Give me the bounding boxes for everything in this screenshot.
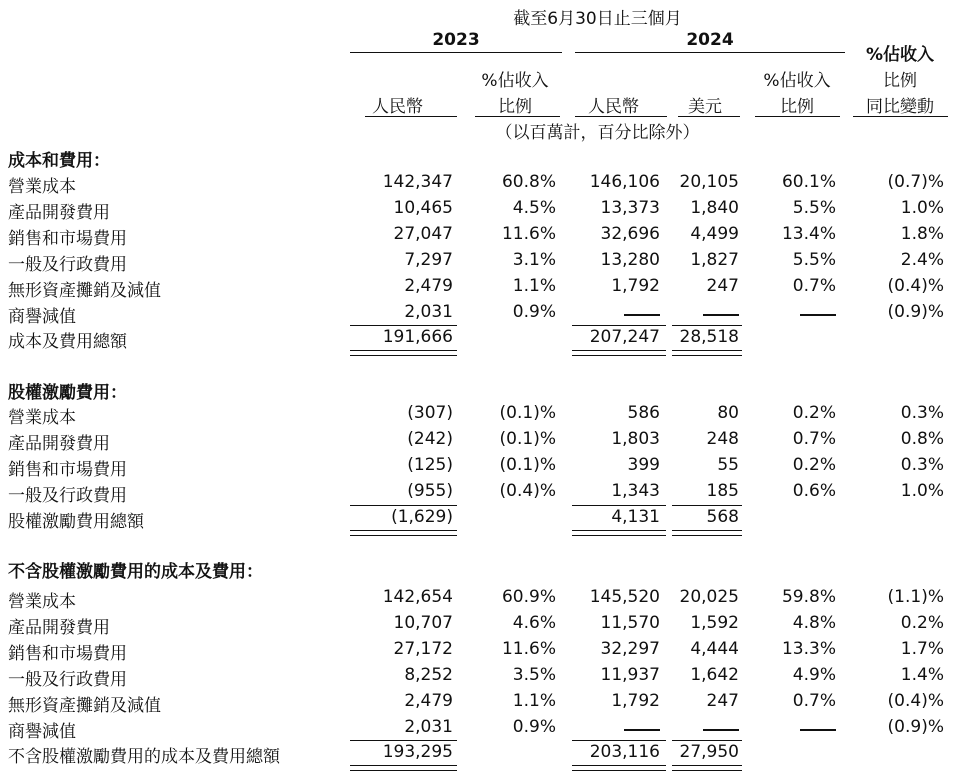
cell-rmb2024-dash xyxy=(624,717,660,737)
cell-yoy: 0.3% xyxy=(900,454,944,475)
cell-pct2023: 60.9% xyxy=(501,587,556,607)
dash-mark xyxy=(703,729,739,731)
total-double-rule-usd2024 xyxy=(672,350,742,356)
cell-pct2023: 11.6% xyxy=(501,223,556,244)
unit-note: （以百萬計，百分比除外） xyxy=(495,123,700,143)
dash-mark xyxy=(624,729,660,731)
cell-rmb2023: 142,654 xyxy=(382,587,453,607)
cell-usd2024: 185 xyxy=(706,480,739,501)
cell-rmb2024: 145,520 xyxy=(589,587,660,607)
cell-rmb2024: 13,373 xyxy=(600,197,660,218)
cell-pct2023: (0.1)% xyxy=(499,454,556,475)
row-label: 一般及行政費用 xyxy=(8,254,127,275)
total-rule-rmb2023 xyxy=(350,505,457,506)
cell-rmb2023: 142,347 xyxy=(382,172,453,192)
cell-usd2024-dash xyxy=(703,302,739,322)
col-rmb-2023: 人民幣 xyxy=(372,97,423,117)
col-rmb-2024-underline xyxy=(575,116,667,117)
total-rule-usd2024 xyxy=(672,505,742,506)
cell-rmb2023: 2,479 xyxy=(404,275,453,296)
total-rmb2023: (1,629) xyxy=(391,506,453,527)
cell-rmb2024: 32,297 xyxy=(600,638,660,659)
cell-pct2023: 60.8% xyxy=(501,172,556,192)
total-rule-usd2024 xyxy=(672,325,742,326)
row-label: 無形資產攤銷及減值 xyxy=(8,280,161,301)
cell-rmb2023: (125) xyxy=(407,454,453,475)
cell-yoy: 1.0% xyxy=(900,480,944,501)
cell-usd2024: 247 xyxy=(706,275,739,296)
cell-yoy: 0.3% xyxy=(900,403,944,423)
cell-pct2023: 11.6% xyxy=(501,638,556,659)
cell-usd2024: 20,025 xyxy=(679,587,739,607)
cell-usd2024: 247 xyxy=(706,690,739,711)
cell-yoy: 1.8% xyxy=(900,223,944,244)
year-2024-underline xyxy=(575,52,845,53)
cell-rmb2023: 7,297 xyxy=(404,249,453,270)
cell-yoy: 2.4% xyxy=(900,249,944,270)
cell-usd2024: 55 xyxy=(717,454,739,475)
cell-pct2023: 0.9% xyxy=(512,716,556,737)
cell-pct2024: 60.1% xyxy=(781,172,836,192)
total-double-rule-usd2024 xyxy=(672,765,742,771)
row-label: 商譽減值 xyxy=(8,721,76,742)
cell-rmb2024: 32,696 xyxy=(600,223,660,244)
cell-pct2023: 4.6% xyxy=(512,612,556,633)
cell-rmb2024: 11,937 xyxy=(600,664,660,685)
cell-usd2024: 1,840 xyxy=(690,197,739,218)
cell-usd2024: 1,827 xyxy=(690,249,739,270)
year-2023-heading: 2023 xyxy=(432,30,480,50)
total-double-rule-rmb2024 xyxy=(572,530,666,536)
col-yoy-underline xyxy=(853,116,948,117)
cell-rmb2024: 13,280 xyxy=(600,249,660,270)
row-label: 營業成本 xyxy=(8,408,76,428)
cell-pct2023: (0.4)% xyxy=(499,480,556,501)
cell-rmb2023: 10,465 xyxy=(393,197,453,218)
total-rule-usd2024 xyxy=(672,740,742,741)
col-pct-2023-underline xyxy=(475,116,560,117)
cell-pct2023: 1.1% xyxy=(512,690,556,711)
cell-pct2024: 13.3% xyxy=(781,638,836,659)
col-pct-2024-l2: 比例 xyxy=(780,97,814,117)
total-rmb2024: 207,247 xyxy=(589,327,660,348)
total-label: 不含股權激勵費用的成本及費用總額 xyxy=(8,747,280,768)
total-label: 成本及費用總額 xyxy=(8,332,127,353)
cell-rmb2024: 399 xyxy=(627,454,660,475)
year-2024-heading: 2024 xyxy=(686,30,734,50)
cell-pct2023: 1.1% xyxy=(512,275,556,296)
row-label: 產品開發費用 xyxy=(8,617,110,638)
cell-usd2024: 1,642 xyxy=(690,664,739,685)
total-rmb2024: 4,131 xyxy=(611,506,660,527)
cell-yoy: (0.4)% xyxy=(887,690,944,711)
cell-pct2024: 5.5% xyxy=(792,249,836,270)
total-usd2024: 568 xyxy=(706,506,739,527)
cell-pct2023: 4.5% xyxy=(512,197,556,218)
cell-rmb2023: 2,031 xyxy=(404,716,453,737)
total-double-rule-usd2024 xyxy=(672,530,742,536)
col-rmb-2024: 人民幣 xyxy=(588,97,639,117)
cell-pct2024: 59.8% xyxy=(781,587,836,607)
cell-pct2023: 0.9% xyxy=(512,301,556,322)
col-usd-2024: 美元 xyxy=(688,97,722,117)
col-pct-2023-l2: 比例 xyxy=(498,97,532,117)
cell-rmb2024: 586 xyxy=(627,403,660,423)
total-rmb2023: 191,666 xyxy=(382,327,453,348)
col-yoy-l1: %佔收入 xyxy=(865,45,935,65)
cell-usd2024-dash xyxy=(703,717,739,737)
cell-rmb2024: 1,792 xyxy=(611,690,660,711)
cell-yoy: (0.9)% xyxy=(887,301,944,322)
dash-mark xyxy=(800,729,836,731)
cell-rmb2023: (307) xyxy=(407,403,453,423)
cell-rmb2023: 27,047 xyxy=(393,223,453,244)
cell-pct2024: 0.2% xyxy=(792,454,836,475)
cell-usd2024: 80 xyxy=(717,403,739,423)
cell-rmb2024: 146,106 xyxy=(589,172,660,192)
row-label: 銷售和市場費用 xyxy=(8,643,127,664)
cell-yoy: 1.7% xyxy=(900,638,944,659)
cell-pct2023: (0.1)% xyxy=(499,403,556,423)
total-double-rule-rmb2023 xyxy=(350,765,457,771)
total-rule-rmb2023 xyxy=(350,740,457,741)
total-rule-rmb2024 xyxy=(572,505,666,506)
cell-yoy: (1.1)% xyxy=(887,587,944,607)
row-label: 營業成本 xyxy=(8,592,76,612)
cell-pct2024-dash xyxy=(800,302,836,322)
total-rule-rmb2024 xyxy=(572,325,666,326)
cell-usd2024: 248 xyxy=(706,428,739,449)
cell-yoy: 1.4% xyxy=(900,664,944,685)
cell-pct2024: 0.7% xyxy=(792,690,836,711)
cell-rmb2023: (242) xyxy=(407,428,453,449)
col-yoy-l2: 比例 xyxy=(883,71,917,91)
cell-rmb2023: 2,031 xyxy=(404,301,453,322)
total-rmb2024: 203,116 xyxy=(589,742,660,763)
col-yoy-l3: 同比變動 xyxy=(866,97,934,117)
cell-pct2024-dash xyxy=(800,717,836,737)
period-heading xyxy=(350,4,845,29)
cell-pct2024: 0.6% xyxy=(792,480,836,501)
total-double-rule-rmb2023 xyxy=(350,530,457,536)
cell-yoy: 1.0% xyxy=(900,197,944,218)
col-pct-2023-l1: %佔收入 xyxy=(481,71,549,91)
total-usd2024: 27,950 xyxy=(679,742,739,763)
total-double-rule-rmb2024 xyxy=(572,350,666,356)
cell-pct2024: 4.8% xyxy=(792,612,836,633)
cell-pct2024: 13.4% xyxy=(781,223,836,244)
cell-pct2024: 0.2% xyxy=(792,403,836,423)
row-label: 產品開發費用 xyxy=(8,433,110,454)
cell-pct2024: 5.5% xyxy=(792,197,836,218)
total-rmb2023: 193,295 xyxy=(382,742,453,763)
cell-rmb2023: 8,252 xyxy=(404,664,453,685)
dash-mark xyxy=(703,314,739,316)
cell-usd2024: 4,444 xyxy=(690,638,739,659)
row-label: 產品開發費用 xyxy=(8,202,110,223)
row-label: 無形資產攤銷及減值 xyxy=(8,695,161,716)
total-double-rule-rmb2024 xyxy=(572,765,666,771)
total-double-rule-rmb2023 xyxy=(350,350,457,356)
cell-rmb2023: 27,172 xyxy=(393,638,453,659)
section-title: 成本和費用： xyxy=(8,151,110,171)
cell-usd2024: 4,499 xyxy=(690,223,739,244)
cell-yoy: 0.8% xyxy=(900,428,944,449)
cell-pct2023: (0.1)% xyxy=(499,428,556,449)
total-label: 股權激勵費用總額 xyxy=(8,511,144,532)
row-label: 一般及行政費用 xyxy=(8,485,127,506)
col-usd-2024-underline xyxy=(678,116,740,117)
section-title: 股權激勵費用： xyxy=(8,383,127,403)
cell-usd2024: 20,105 xyxy=(679,172,739,192)
cell-rmb2024-dash xyxy=(624,302,660,322)
cell-yoy: 0.2% xyxy=(900,612,944,633)
cell-rmb2024: 11,570 xyxy=(600,612,660,633)
col-pct-2024-l1: %佔收入 xyxy=(763,71,831,91)
cell-yoy: (0.4)% xyxy=(887,275,944,296)
cell-pct2023: 3.5% xyxy=(512,664,556,685)
cell-rmb2023: 10,707 xyxy=(393,612,453,633)
row-label: 銷售和市場費用 xyxy=(8,459,127,480)
row-label: 一般及行政費用 xyxy=(8,669,127,690)
cell-rmb2024: 1,803 xyxy=(611,428,660,449)
col-rmb-2023-underline xyxy=(365,116,457,117)
dash-mark xyxy=(800,314,836,316)
row-label: 營業成本 xyxy=(8,177,76,197)
col-pct-2024-underline xyxy=(755,116,840,117)
cell-rmb2024: 1,792 xyxy=(611,275,660,296)
cell-rmb2023: (955) xyxy=(407,480,453,501)
cell-pct2024: 4.9% xyxy=(792,664,836,685)
total-rule-rmb2024 xyxy=(572,740,666,741)
cell-yoy: (0.7)% xyxy=(887,172,944,192)
total-usd2024: 28,518 xyxy=(679,327,739,348)
cell-usd2024: 1,592 xyxy=(690,612,739,633)
row-label: 商譽減值 xyxy=(8,306,76,327)
total-rule-rmb2023 xyxy=(350,325,457,326)
period-text: 截至6月30日止三個月 xyxy=(513,9,682,29)
section-title: 不含股權激勵費用的成本及費用： xyxy=(8,562,263,582)
dash-mark xyxy=(624,314,660,316)
cell-pct2024: 0.7% xyxy=(792,428,836,449)
cell-rmb2023: 2,479 xyxy=(404,690,453,711)
cell-rmb2024: 1,343 xyxy=(611,480,660,501)
cell-yoy: (0.9)% xyxy=(887,716,944,737)
row-label: 銷售和市場費用 xyxy=(8,228,127,249)
cell-pct2024: 0.7% xyxy=(792,275,836,296)
cell-pct2023: 3.1% xyxy=(512,249,556,270)
year-2023-underline xyxy=(350,52,562,53)
